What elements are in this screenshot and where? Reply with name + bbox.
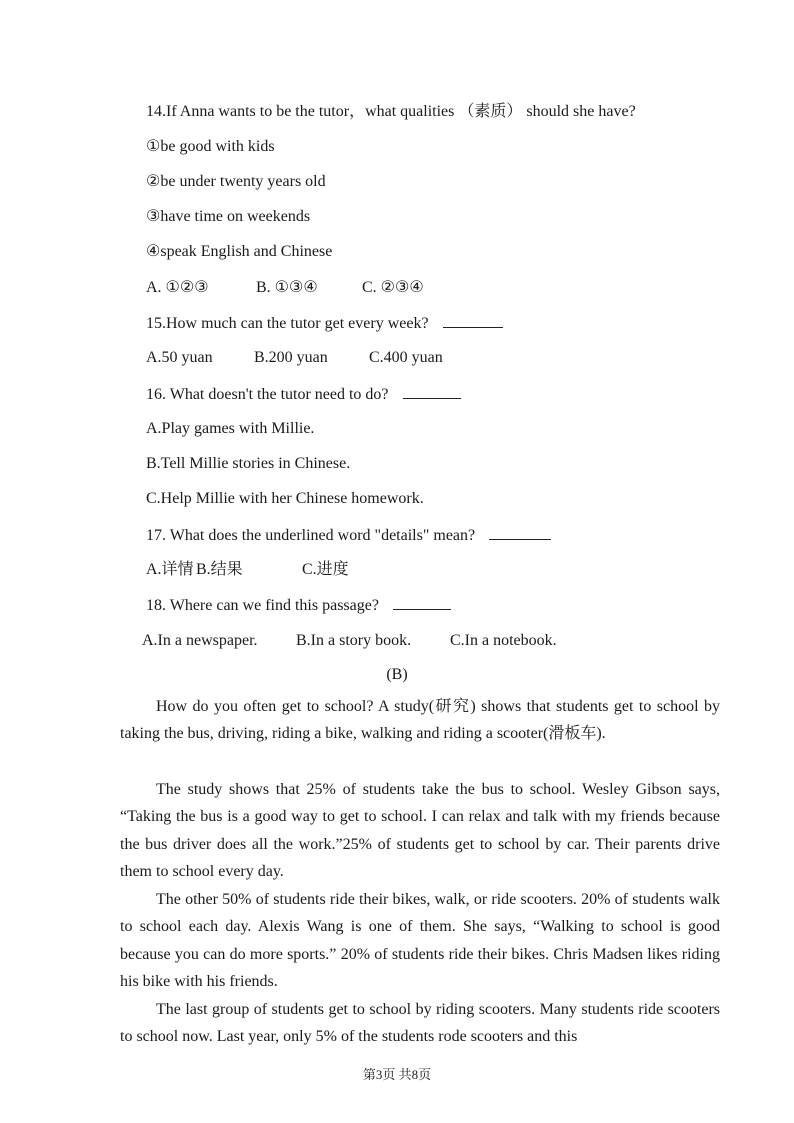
q14-options xyxy=(146,278,424,298)
page-footer: 第3页 共8页 xyxy=(362,1067,432,1082)
q17-option-b: B.结果 xyxy=(196,561,243,578)
paragraph-2-text: The study shows that 25% of students take the bus to school. Wesley Gibson says, “Taking the bus is a good way to get to school. I can relax and talk with my friends because the bus driver does all the work.”25% of students get to school by car. Their parents drive them to school every day. xyxy=(120,781,720,881)
q17-options xyxy=(146,560,349,580)
q14-item-2: ②be under twenty years old xyxy=(146,173,326,190)
q16-stem: 16. What doesn't the tutor need to do? xyxy=(146,386,389,403)
q18-answer-blank[interactable] xyxy=(393,595,451,610)
paragraph-3-text: The other 50% of students ride their bikes, walk, or ride scooters. 20% of students walk to school each day. Alexis Wang is one of them. She says, “Walking to school is good because you can do more sports.” 20% of students ride their bikes. Chris Madsen likes riding his bike with his friends. xyxy=(120,891,720,991)
q18-stem: 18. Where can we find this passage? xyxy=(146,597,379,614)
q14-item-3: ③have time on weekends xyxy=(146,208,311,225)
passage-paragraph-2 xyxy=(120,776,720,886)
passage-paragraph-3 xyxy=(120,886,720,996)
passage-paragraph-1 xyxy=(120,693,720,748)
paragraph-1-text: How do you often get to school? A study(研究) shows that students get to school by taking the bus, driving, riding a bike, walking and riding a scooter(滑板车). xyxy=(120,698,720,743)
q16-line xyxy=(146,384,461,405)
q15-answer-blank[interactable] xyxy=(443,313,503,328)
q16-option-a: A.Play games with Millie. xyxy=(146,420,315,437)
q18-option-a: A.In a newspaper. xyxy=(142,632,258,649)
q15-options xyxy=(146,348,443,368)
q18-option-b: B.In a story book. xyxy=(296,632,412,649)
q18-line xyxy=(146,595,451,616)
q14-stem: 14.If Anna wants to be the tutor，what qualities （素质） should she have? xyxy=(146,103,636,120)
q15-stem: 15.How much can the tutor get every week? xyxy=(146,315,429,332)
q14-item-1: ①be good with kids xyxy=(146,138,275,155)
q14-option-c: C. ②③④ xyxy=(362,279,424,296)
q17-option-a: A.详情 xyxy=(146,561,194,578)
q18-options xyxy=(142,631,557,651)
paragraph-4-text: The last group of students get to school by riding scooters. Many students ride scooters to school now. Last year, only 5% of the students rode scooters and this xyxy=(120,1001,720,1046)
q15-option-b: B.200 yuan xyxy=(254,349,328,366)
q14-option-b: B. ①③④ xyxy=(256,279,318,296)
q17-stem: 17. What does the underlined word "details" mean? xyxy=(146,527,476,544)
q16-answer-blank[interactable] xyxy=(403,384,461,399)
q18-option-c: C.In a notebook. xyxy=(450,632,557,649)
q16-option-b: B.Tell Millie stories in Chinese. xyxy=(146,455,351,472)
q16-option-c: C.Help Millie with her Chinese homework. xyxy=(146,490,424,507)
q17-option-c: C.进度 xyxy=(302,561,349,578)
section-b-title: (B) xyxy=(386,666,408,683)
q15-option-a: A.50 yuan xyxy=(146,349,213,366)
passage-paragraph-4 xyxy=(120,996,720,1051)
q15-option-c: C.400 yuan xyxy=(369,349,443,366)
q17-line xyxy=(146,525,551,546)
q14-item-4: ④speak English and Chinese xyxy=(146,243,333,260)
q15-line xyxy=(146,313,503,334)
q17-answer-blank[interactable] xyxy=(489,525,551,540)
q14-option-a: A. ①②③ xyxy=(146,279,209,296)
